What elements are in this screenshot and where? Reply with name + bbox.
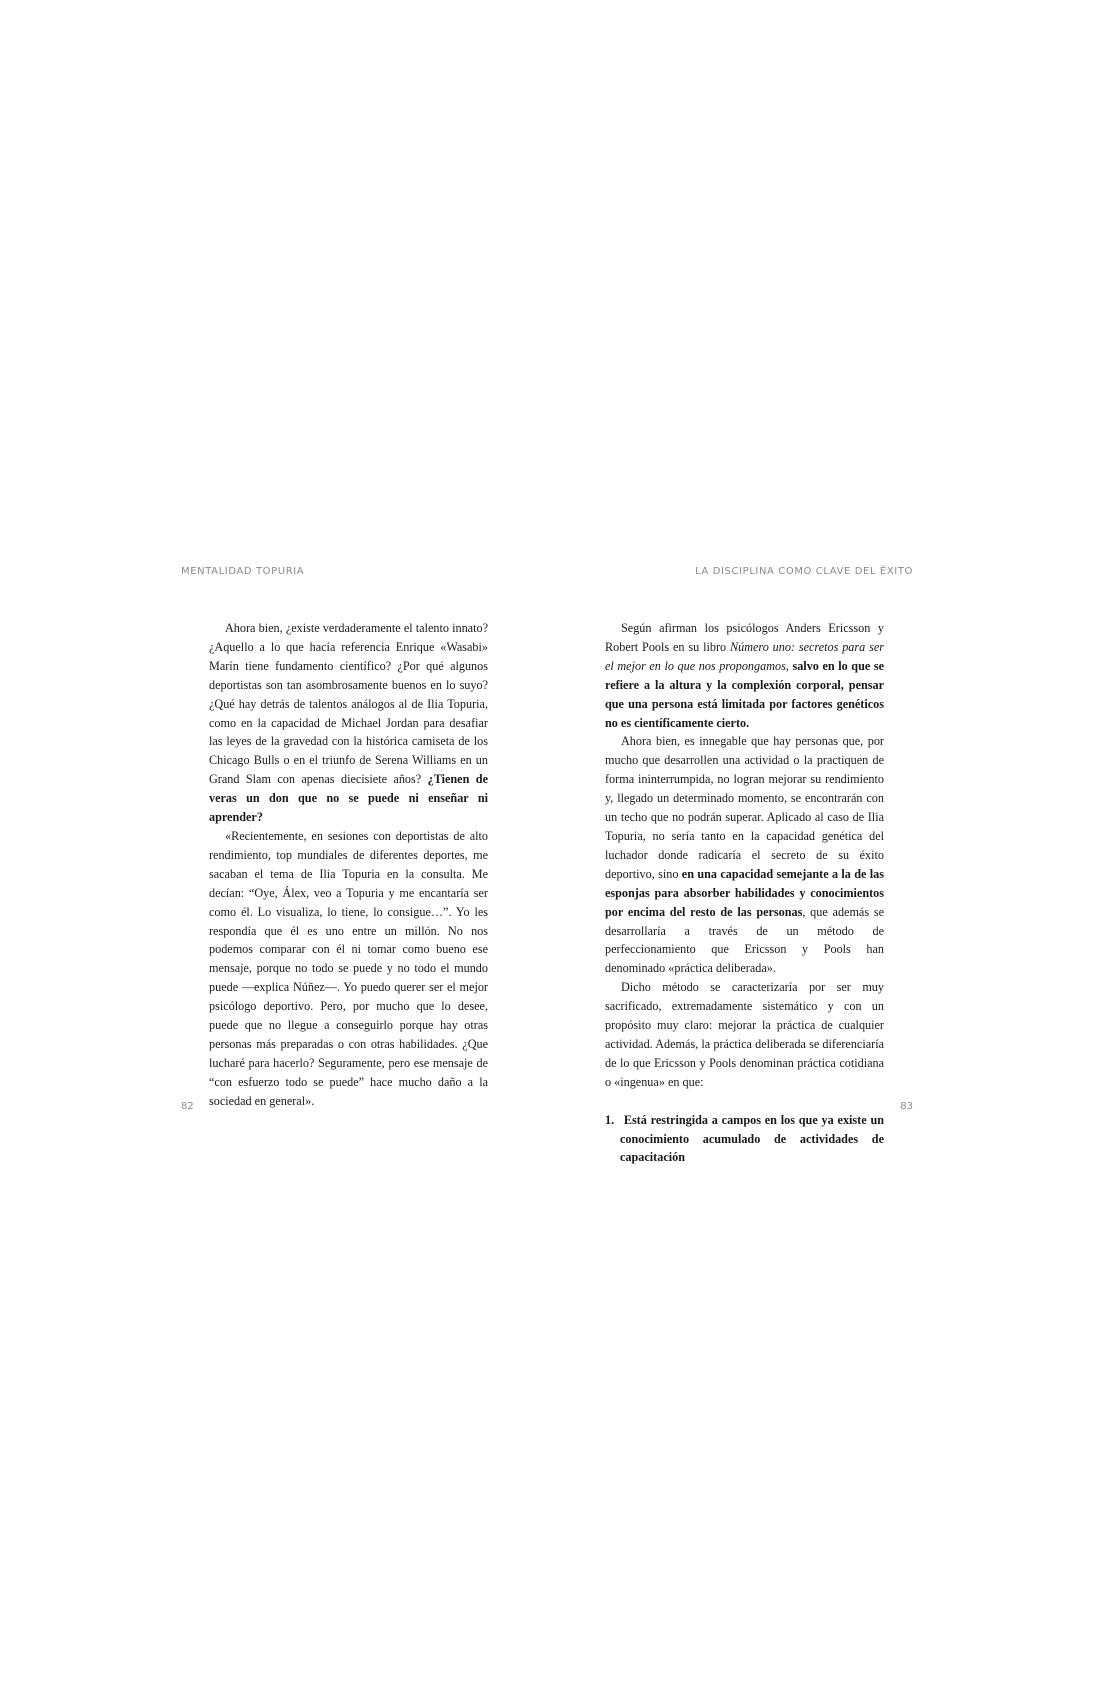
paragraph	[209, 827, 488, 1111]
running-head-left: MENTALIDAD TOPURIA	[181, 566, 305, 577]
bold-text: ¿Tienen de veras un don que no se puede ni enseñar ni aprender?	[209, 772, 488, 825]
text-run: , que además se desarrollaría a través de un método de perfeccionamiento que Ericsson y Pools han denominado «práctica deliberada».	[605, 904, 884, 976]
paragraph	[605, 732, 884, 978]
text-run: Ahora bien, ¿existe verdaderamente el talento innato? ¿Aquello a lo que hacía referencia Enrique «Wasabi» Marín tiene fundamento científico? ¿Por qué algunos deportistas son tan asombrosamente buenos en lo suyo? ¿Qué hay detrás de talentos análogos al de Ilia Topuria, como en la capacidad de Michael Jordan para desafiar las leyes de la gravedad con la histórica camiseta de los Chicago Bulls o en el triunfo de Serena Williams en un Grand Slam con apenas diecisiete años?	[209, 621, 488, 787]
text-run: ,	[785, 658, 793, 673]
list-item-number: 1.	[605, 1112, 615, 1127]
text-run: «Recientemente, en sesiones con deportistas de alto rendimiento, top mundiales de diferentes deportes, me sacaban el tema de Ilia Topuria en la consulta. Me decían: “Oye, Álex, veo a Topuria y me encantaría ser como él. Lo visualiza, lo tiene, lo consigue…”. Yo les respondía que él es uno entre un millón. No nos podemos comparar con él ni tomar como bueno ese mensaje, porque no todo se puede y no todo el mundo puede —explica Núñez—. Yo puedo querer ser el mejor psicólogo deportivo. Pero, por mucho que lo desee, puede que no llegue a conseguirlo porque hay otras personas más preparadas o con otras habilidades. ¿Que lucharé para hacerlo? Seguramente, pero ese mensaje de “con esfuerzo todo se puede” hace mucho daño a la sociedad en general».	[209, 828, 488, 1108]
bold-text: salvo en lo que se refiere a la altura y la complexión corporal, pensar que una persona está limitada por factores genéticos no es científicamente cierto.	[605, 658, 884, 730]
paragraph	[605, 619, 884, 732]
page-number-left: 82	[181, 1101, 194, 1112]
running-head-right: LA DISCIPLINA COMO CLAVE DEL ÉXITO	[695, 566, 913, 577]
italic-text: Número uno: secretos para ser el mejor en lo que nos propongamos	[605, 639, 885, 673]
bold-text: en una capacidad semejante a la de las esponjas para absorber habilidades y conocimientos por encima del resto de las personas	[605, 866, 884, 919]
list-item-text: Está restringida a campos en los que ya existe un conocimiento acumulado de actividades de capacitación	[620, 1112, 885, 1165]
paragraph	[209, 619, 488, 827]
numbered-list-item	[605, 1111, 884, 1168]
left-page-text	[209, 619, 488, 1111]
page-number-right: 83	[900, 1101, 913, 1112]
paragraph	[605, 978, 884, 1091]
right-page-text	[605, 619, 884, 1167]
text-run: Ahora bien, es innegable que hay personas que, por mucho que desarrollen una actividad o la practiquen de forma ininterrumpida, no logran mejorar su rendimiento y, llegado un determinado momento, se encontrarán con un techo que no podrán superar. Aplicado al caso de Ilia Topuria, no sería tanto en la capacidad genética del luchador donde radicaría el secreto de su éxito deportivo, sino	[605, 734, 884, 881]
text-run: Dicho método se caracterizaría por ser muy sacrificado, extremadamente sistemático y con un propósito muy claro: mejorar la práctica de cualquier actividad. Además, la práctica deliberada se diferenciaría de lo que Ericsson y Pools denominan práctica cotidiana o «ingenua» en que:	[605, 980, 884, 1089]
text-run: Según afirman los psicólogos Anders Ericsson y Robert Pools en su libro	[605, 621, 884, 654]
